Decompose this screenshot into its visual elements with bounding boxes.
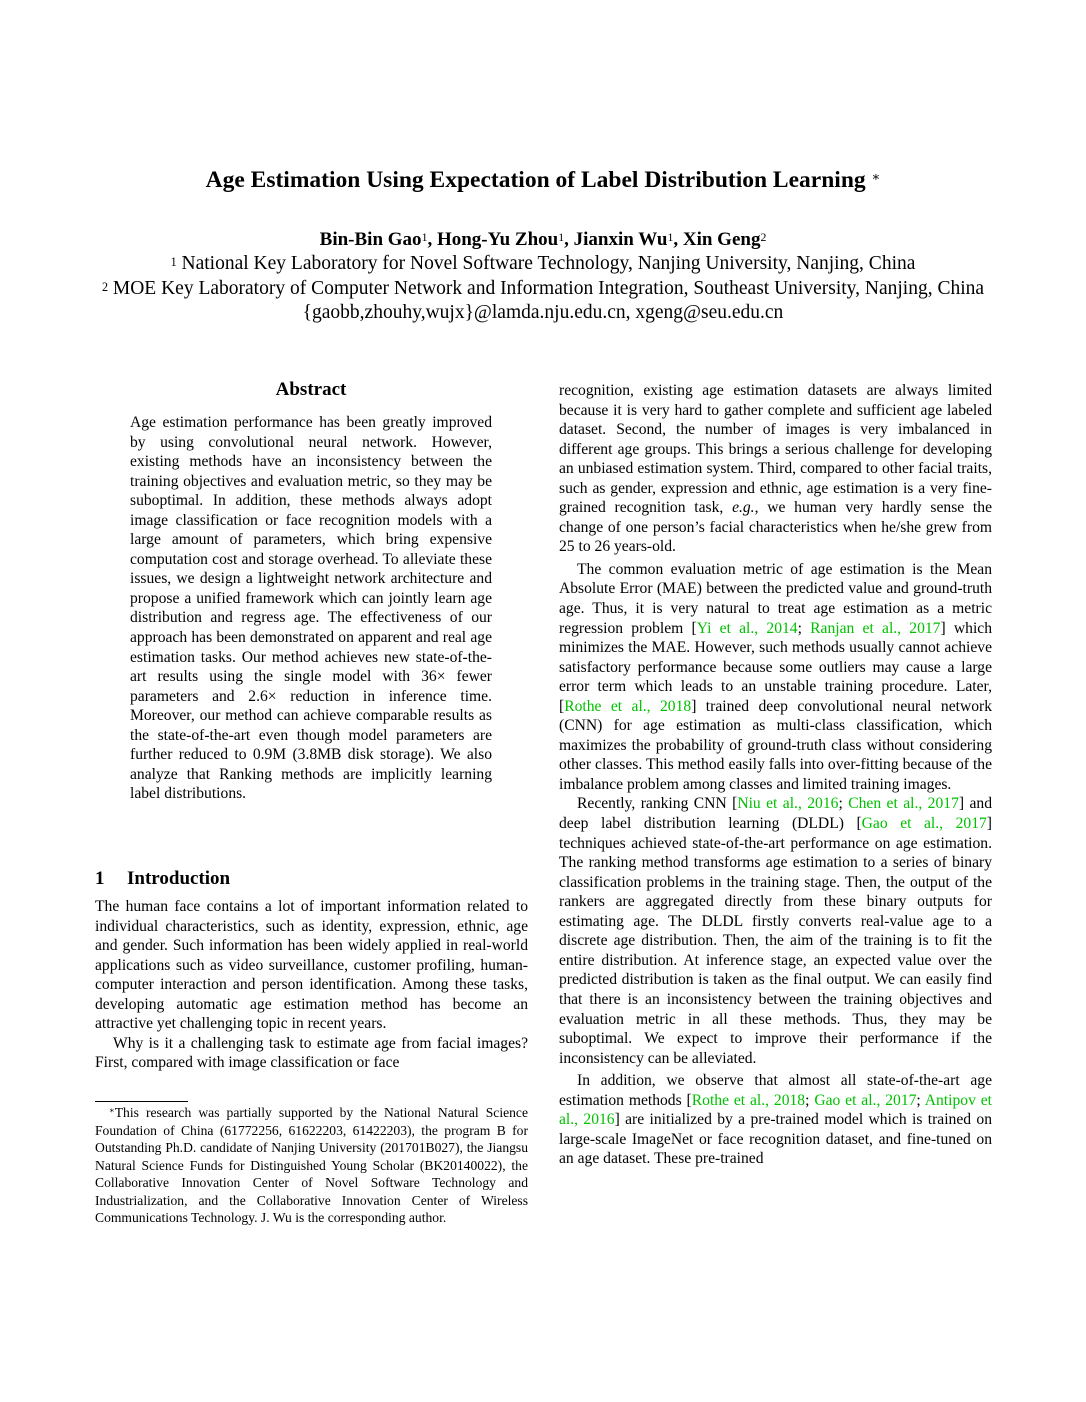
intro-right-column	[559, 381, 992, 1169]
citation-link[interactable]: Rothe et al., 2018	[691, 1091, 806, 1109]
abstract-heading: Abstract	[275, 379, 347, 400]
citation-link[interactable]: Ranjan et al., 2017	[810, 619, 941, 637]
paragraph: In addition, we observe that almost all state-of-the-art age estimation methods [Rothe et al., 2018; Gao et al., 2017; Antipov et al., 2016] are initialized by a pre-trained model which is trained on large-scale ImageNet or face recognition dataset, and fine-tuned on an age dataset. These pre-trained	[559, 1072, 993, 1168]
citation-link[interactable]: Gao et al., 2017	[861, 815, 987, 833]
intro-left-column	[95, 897, 528, 1073]
section-heading-introduction	[95, 868, 230, 890]
author: Bin-Bin Gao$^1$,	[319, 229, 437, 250]
paper-title	[0, 165, 1086, 195]
citation-link[interactable]: Antipov et al., 2016	[559, 1091, 993, 1129]
affiliation-2: $^2$ MOE Key Laboratory of Computer Network and Information Integration, Southeast University, Nanjing, China	[101, 278, 985, 299]
title-text: Age Estimation Using Expectation of Label Distribution Learning	[205, 167, 866, 193]
citation-link[interactable]: Gao et al., 2017	[814, 1091, 917, 1109]
paragraph: The common evaluation metric of age estimation is the Mean Absolute Error (MAE) between the predicted value and ground-truth age. Thus, it is very natural to treat age estimation as a metric regression problem [Yi et al., 2014; Ranjan et al., 2017] which minimizes the MAE. However, such methods usually cannot achieve satisfactory performance because some outliers may cause a large error term which leads to an unstable training procedure. Later, [Rothe et al., 2018] trained deep convolutional neural network (CNN) for age estimation as multi-class classification, which maximizes the probability of ground-truth class without considering other classes. This method easily falls into over-fitting because of the imbalance problem among classes and limited training images.	[559, 560, 993, 793]
abstract-body	[130, 413, 492, 804]
paragraph: Why is it a challenging task to estimate age from facial images? First, compared with image classification or face	[95, 1034, 528, 1072]
paragraph: recognition, existing age estimation datasets are always limited because it is very hard to gather complete and sufficient age labeled dataset. Second, the number of images is very imbalanced in different age groups. This brings a serious challenge for developing an unbiased estimation system. Third, compared to other facial traits, such as gender, expression and ethnic, age estimation is a very fine-grained recognition task, e.g., we human very hardly sense the change of one person’s facial characteristics when he/she grew from 25 to 26 years-old.	[559, 382, 992, 556]
citation-link[interactable]: Niu et al., 2016	[737, 795, 839, 813]
paragraph: The human face contains a lot of important information related to individual characteristics, such as identity, expression, ethnic, age and gender. Such information has been widely applied in real-world applications such as video surveillance, customer profiling, human-computer interaction and person identification. Among these tasks, developing automatic age estimation method has become an attractive yet challenging topic in recent years.	[95, 898, 528, 1033]
citation-link[interactable]: Chen et al., 2017	[848, 795, 959, 813]
citation-link[interactable]: Yi et al., 2014	[696, 619, 798, 637]
author: Jianxin Wu$^1$,	[573, 229, 683, 250]
paragraph: Recently, ranking CNN [Niu et al., 2016; Chen et al., 2017] and deep label distribution learning (DLDL) [Gao et al., 2017] techniques achieved state-of-the-art performance on age estimation. The ranking method transforms age estimation to a series of binary classification problems in the training stage. Then, the output of the rankers are aggregated directly from these binary outputs for estimating age. The DLDL firstly converts real-value age to a discrete age distribution. Then, the aim of the training is to fit the entire distribution. At inference stage, an expected value over the predicted distribution is taken as the final output. We can easily find that there is an inconsistency between the training objectives and evaluation metric in all these methods. Thus, they may be suboptimal. We expect to improve their performance if the inconsistency can be alleviated.	[559, 795, 992, 1067]
author-emails: {gaobb,zhouhy,wujx}@lamda.nju.edu.cn, xgeng@seu.edu.cn	[302, 302, 784, 323]
footnote-rule	[95, 1101, 188, 1102]
author-list	[0, 228, 1086, 252]
author: Xin Geng$^2$	[682, 229, 767, 250]
author: Hong-Yu Zhou$^1$,	[436, 229, 574, 250]
section-number: 1	[95, 868, 105, 889]
abstract-text: Age estimation performance has been greatly improved by using convolutional neural network. However, existing methods have an inconsistency between the training objectives and evaluation metric, so they may be suboptimal. In addition, these methods always adopt image classification or face recognition models with a large amount of parameters, which bring expensive computation cost and storage overhead. To alleviate these issues, we design a lightweight network architecture and propose a unified framework which can jointly learn age distribution and regress age. The effectiveness of our approach has been demonstrated on apparent and real age estimation tasks. Our method achieves new state-of-the-art results using the single model with 36× fewer parameters and 2.6× reduction in inference time. Moreover, our method can achieve comparable results as the state-of-the-art even though model parameters are further reduced to 0.9M (3.8MB disk storage). We also analyze that Ranking methods are implicitly learning label distributions.	[130, 414, 492, 803]
footnote: ∗This research was partially supported by the National Natural Science Foundation of China (61772256, 61622203, 61422203), the program B for Outstanding Ph.D. candidate of Nanjing University (201701B027), the Jiangsu Natural Science Funds for Distinguished Young Scholar (BK20140022), the Collaborative Innovation Center of Novel Software Technology and Industrialization, and the Collaborative Innovation Center of Wireless Communications Technology. J. Wu is the corresponding author.	[95, 1105, 528, 1225]
affiliation-1: $^1$ National Key Laboratory for Novel Software Technology, Nanjing University, Nanjing, China	[170, 253, 916, 274]
citation-link[interactable]: Rothe et al., 2018	[564, 697, 692, 715]
title-footnote-mark: ∗	[871, 169, 881, 184]
section-title: Introduction	[127, 868, 231, 889]
